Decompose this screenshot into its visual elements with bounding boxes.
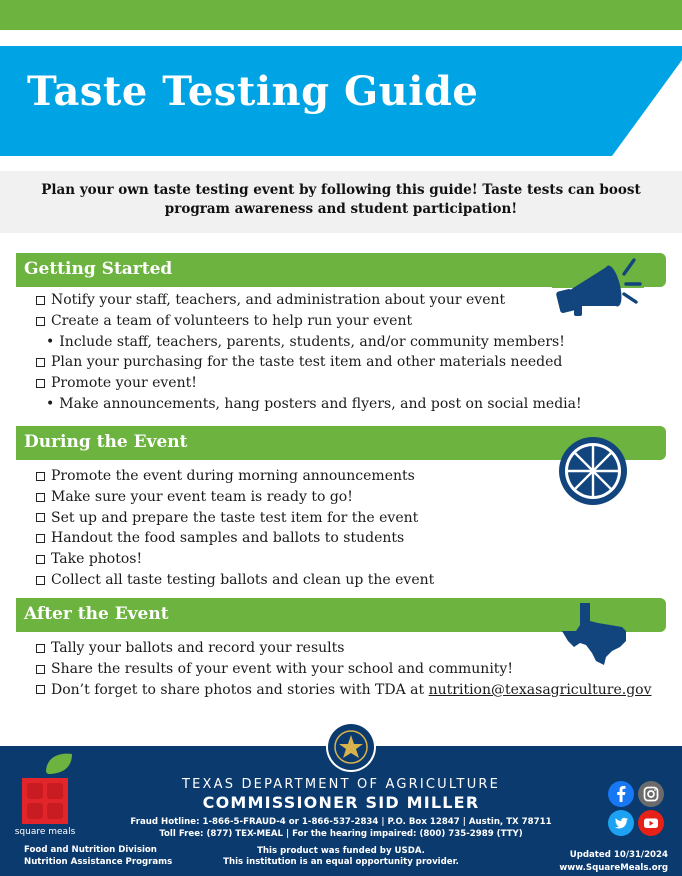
item-text: Create a team of volunteers to help run your event [51, 312, 413, 329]
getting-started-list [36, 290, 582, 415]
checkbox-icon [36, 317, 45, 326]
section-title: After the Event [24, 604, 169, 624]
checkbox-icon [36, 534, 45, 543]
usda-funded: This product was funded by USDA. [257, 846, 425, 856]
page-title: Taste Testing Guide [27, 68, 479, 115]
intro-box [0, 171, 682, 233]
twitter-icon[interactable] [608, 810, 634, 836]
bullet-item [36, 394, 582, 415]
checklist-item [36, 352, 582, 373]
checklist-item [36, 466, 434, 487]
item-text: Tally your ballots and record your results [51, 640, 345, 656]
item-text: Promote your event! [51, 375, 197, 392]
bullet-item [36, 332, 582, 353]
bullet-icon: • [46, 395, 55, 412]
checkbox-icon [36, 472, 45, 481]
checkbox-icon [36, 576, 45, 585]
intro-text: Plan your own taste testing event by following this guide! Taste tests can boost program awareness and student participation! [41, 182, 641, 217]
youtube-icon[interactable] [638, 810, 664, 836]
item-text: Share the results of your event with your school and community! [51, 660, 513, 677]
instagram-icon[interactable] [638, 781, 664, 807]
checklist-item [36, 549, 434, 570]
checklist-item [36, 487, 434, 508]
toll-free: Toll Free: (877) TEX-MEAL | For the hearing impaired: (800) 735-2989 (TTY) [159, 829, 523, 839]
item-text: Notify your staff, teachers, and administration about your event [51, 292, 506, 308]
texas-map-icon [560, 601, 630, 667]
program-name: Nutrition Assistance Programs [24, 857, 173, 867]
item-text: Handout the food samples and ballots to students [51, 530, 405, 547]
facebook-icon[interactable] [608, 781, 634, 807]
checkbox-icon [36, 555, 45, 564]
checklist-item [36, 508, 434, 529]
svg-text:square meals: square meals [14, 827, 76, 837]
item-text: Collect all taste testing ballots and clean up the event [51, 571, 435, 588]
item-text: Make announcements, hang posters and flyers, and post on social media! [59, 395, 582, 412]
email-link[interactable]: nutrition@texasagriculture.gov [428, 681, 652, 698]
department-name: TEXAS DEPARTMENT OF AGRICULTURE [181, 777, 501, 792]
item-text: Take photos! [51, 551, 143, 568]
equal-opportunity: This institution is an equal opportunity provider. [223, 857, 459, 867]
checklist-item [36, 311, 582, 332]
checkbox-icon [36, 685, 45, 694]
updated-date: Updated 10/31/2024 [569, 850, 668, 860]
division-name: Food and Nutrition Division [24, 845, 157, 855]
checkbox-icon [36, 513, 45, 522]
checkbox-icon [36, 493, 45, 502]
item-text: Make sure your event team is ready to go! [51, 488, 353, 505]
checklist-item [36, 680, 652, 701]
checkbox-icon [36, 644, 45, 653]
checkbox-icon [36, 296, 45, 305]
megaphone-icon [552, 254, 644, 320]
item-text: Include staff, teachers, parents, students, and/or community members! [59, 333, 565, 350]
checkbox-icon [36, 379, 45, 388]
during-event-list [36, 466, 434, 591]
checklist-item [36, 528, 434, 549]
section-title: Getting Started [24, 259, 173, 279]
tda-seal-icon [325, 721, 377, 773]
citrus-slice-icon [558, 436, 628, 506]
checklist-item [36, 373, 582, 394]
checklist-item [36, 570, 434, 591]
fraud-hotline: Fraud Hotline: 1-866-5-FRAUD-4 or 1-866-537-2834 | P.O. Box 12847 | Austin, TX 78711 [130, 817, 552, 827]
commissioner-name: COMMISSIONER SID MILLER [202, 793, 480, 812]
checkbox-icon [36, 358, 45, 367]
item-text: Don’t forget to share photos and stories with TDA at [51, 681, 429, 698]
checkbox-icon [36, 665, 45, 674]
item-text: Plan your purchasing for the taste test item and other materials needed [51, 354, 563, 371]
checklist-item [36, 290, 582, 311]
item-text: Set up and prepare the taste test item for the event [51, 509, 419, 526]
bullet-icon: • [46, 333, 55, 350]
top-accent-bar [0, 0, 682, 30]
website-link[interactable]: www.SquareMeals.org [559, 863, 668, 873]
section-title: During the Event [24, 432, 188, 452]
item-text: Promote the event during morning announcements [51, 468, 415, 484]
